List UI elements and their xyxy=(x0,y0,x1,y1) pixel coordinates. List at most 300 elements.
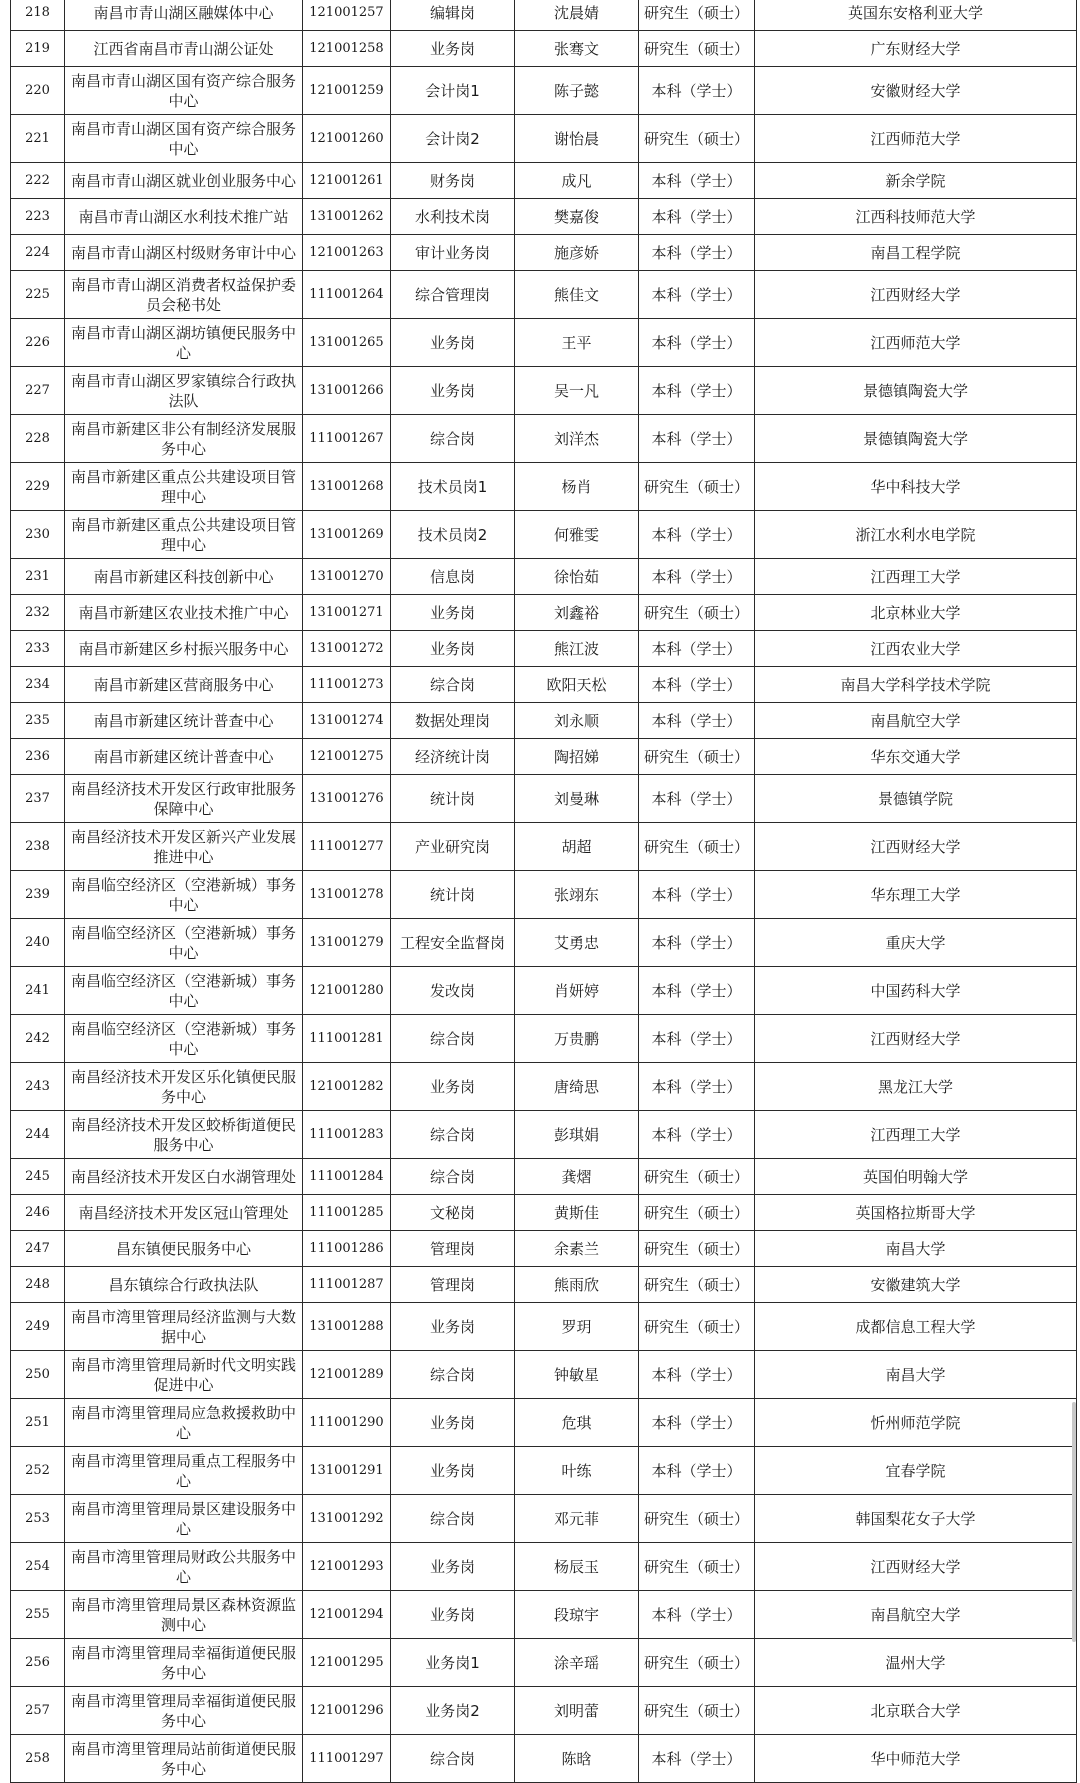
table-row xyxy=(11,1303,1077,1351)
person-name-cell: 钟敏星 xyxy=(515,1351,639,1399)
education-cell: 本科（学士） xyxy=(639,1735,755,1783)
school-name-cell: 华东交通大学 xyxy=(755,739,1077,775)
education-cell: 研究生（硕士） xyxy=(639,1687,755,1735)
row-number-cell: 253 xyxy=(11,1495,65,1543)
position-code-cell: 121001259 xyxy=(303,67,391,115)
table-row xyxy=(11,1063,1077,1111)
unit-name-cell: 南昌经济技术开发区行政审批服务保障中心 xyxy=(65,775,303,823)
education-cell: 本科（学士） xyxy=(639,775,755,823)
person-name-cell: 黄斯佳 xyxy=(515,1195,639,1231)
school-name-cell: 江西师范大学 xyxy=(755,319,1077,367)
row-number-cell: 254 xyxy=(11,1543,65,1591)
person-name-cell: 胡超 xyxy=(515,823,639,871)
school-name-cell: 南昌工程学院 xyxy=(755,235,1077,271)
unit-name-cell: 南昌市湾里管理局幸福街道便民服务中心 xyxy=(65,1687,303,1735)
position-code-cell: 111001281 xyxy=(303,1015,391,1063)
unit-name-cell: 南昌市青山湖区湖坊镇便民服务中心 xyxy=(65,319,303,367)
school-name-cell: 广东财经大学 xyxy=(755,31,1077,67)
unit-name-cell: 南昌市青山湖区国有资产综合服务中心 xyxy=(65,115,303,163)
table-row xyxy=(11,511,1077,559)
education-cell: 本科（学士） xyxy=(639,1591,755,1639)
row-number-cell: 250 xyxy=(11,1351,65,1399)
person-name-cell: 余素兰 xyxy=(515,1231,639,1267)
person-name-cell: 叶练 xyxy=(515,1447,639,1495)
table-row xyxy=(11,1495,1077,1543)
person-name-cell: 危琪 xyxy=(515,1399,639,1447)
person-name-cell: 樊嘉俊 xyxy=(515,199,639,235)
position-code-cell: 131001272 xyxy=(303,631,391,667)
position-code-cell: 111001286 xyxy=(303,1231,391,1267)
person-name-cell: 张骞文 xyxy=(515,31,639,67)
education-cell: 研究生（硕士） xyxy=(639,595,755,631)
post-name-cell: 业务岗 xyxy=(391,1591,515,1639)
person-name-cell: 王平 xyxy=(515,319,639,367)
school-name-cell: 黑龙江大学 xyxy=(755,1063,1077,1111)
post-name-cell: 会计岗2 xyxy=(391,115,515,163)
position-code-cell: 111001287 xyxy=(303,1267,391,1303)
school-name-cell: 南昌大学 xyxy=(755,1231,1077,1267)
position-code-cell: 131001276 xyxy=(303,775,391,823)
person-name-cell: 万贵鹏 xyxy=(515,1015,639,1063)
education-cell: 本科（学士） xyxy=(639,1351,755,1399)
scrollbar[interactable] xyxy=(1072,1402,1076,1642)
row-number-cell: 238 xyxy=(11,823,65,871)
post-name-cell: 统计岗 xyxy=(391,871,515,919)
post-name-cell: 工程安全监督岗 xyxy=(391,919,515,967)
table-row xyxy=(11,1591,1077,1639)
school-name-cell: 华东理工大学 xyxy=(755,871,1077,919)
table-row xyxy=(11,1639,1077,1687)
position-code-cell: 131001266 xyxy=(303,367,391,415)
school-name-cell: 江西财经大学 xyxy=(755,271,1077,319)
row-number-cell: 251 xyxy=(11,1399,65,1447)
unit-name-cell: 南昌市新建区统计普查中心 xyxy=(65,739,303,775)
education-cell: 研究生（硕士） xyxy=(639,1303,755,1351)
position-code-cell: 111001290 xyxy=(303,1399,391,1447)
position-code-cell: 111001273 xyxy=(303,667,391,703)
position-code-cell: 131001269 xyxy=(303,511,391,559)
row-number-cell: 220 xyxy=(11,67,65,115)
person-name-cell: 陈子懿 xyxy=(515,67,639,115)
post-name-cell: 财务岗 xyxy=(391,163,515,199)
education-cell: 本科（学士） xyxy=(639,1063,755,1111)
unit-name-cell: 南昌市湾里管理局站前街道便民服务中心 xyxy=(65,1735,303,1783)
school-name-cell: 英国东安格利亚大学 xyxy=(755,0,1077,31)
school-name-cell: 浙江水利水电学院 xyxy=(755,511,1077,559)
education-cell: 本科（学士） xyxy=(639,319,755,367)
position-code-cell: 131001268 xyxy=(303,463,391,511)
position-code-cell: 121001293 xyxy=(303,1543,391,1591)
education-cell: 本科（学士） xyxy=(639,367,755,415)
person-name-cell: 杨辰玉 xyxy=(515,1543,639,1591)
school-name-cell: 江西财经大学 xyxy=(755,823,1077,871)
position-code-cell: 121001260 xyxy=(303,115,391,163)
post-name-cell: 业务岗 xyxy=(391,1303,515,1351)
table-row xyxy=(11,199,1077,235)
unit-name-cell: 南昌市青山湖区村级财务审计中心 xyxy=(65,235,303,271)
school-name-cell: 南昌航空大学 xyxy=(755,703,1077,739)
unit-name-cell: 南昌市湾里管理局重点工程服务中心 xyxy=(65,1447,303,1495)
position-code-cell: 131001262 xyxy=(303,199,391,235)
person-name-cell: 沈晨婧 xyxy=(515,0,639,31)
education-cell: 研究生（硕士） xyxy=(639,115,755,163)
position-code-cell: 131001278 xyxy=(303,871,391,919)
education-cell: 本科（学士） xyxy=(639,1015,755,1063)
post-name-cell: 管理岗 xyxy=(391,1267,515,1303)
post-name-cell: 综合岗 xyxy=(391,1159,515,1195)
person-name-cell: 刘曼琳 xyxy=(515,775,639,823)
person-name-cell: 杨肖 xyxy=(515,463,639,511)
person-name-cell: 熊江波 xyxy=(515,631,639,667)
table-row xyxy=(11,559,1077,595)
education-cell: 本科（学士） xyxy=(639,1399,755,1447)
unit-name-cell: 南昌市青山湖区融媒体中心 xyxy=(65,0,303,31)
school-name-cell: 江西理工大学 xyxy=(755,559,1077,595)
person-name-cell: 陈晗 xyxy=(515,1735,639,1783)
education-cell: 研究生（硕士） xyxy=(639,1159,755,1195)
row-number-cell: 256 xyxy=(11,1639,65,1687)
row-number-cell: 243 xyxy=(11,1063,65,1111)
position-code-cell: 121001280 xyxy=(303,967,391,1015)
post-name-cell: 水利技术岗 xyxy=(391,199,515,235)
row-number-cell: 233 xyxy=(11,631,65,667)
education-cell: 本科（学士） xyxy=(639,703,755,739)
post-name-cell: 文秘岗 xyxy=(391,1195,515,1231)
table-row xyxy=(11,703,1077,739)
row-number-cell: 237 xyxy=(11,775,65,823)
school-name-cell: 南昌航空大学 xyxy=(755,1591,1077,1639)
school-name-cell: 景德镇陶瓷大学 xyxy=(755,367,1077,415)
person-name-cell: 彭琪娟 xyxy=(515,1111,639,1159)
table-row xyxy=(11,415,1077,463)
row-number-cell: 236 xyxy=(11,739,65,775)
education-cell: 本科（学士） xyxy=(639,667,755,703)
school-name-cell: 江西科技师范大学 xyxy=(755,199,1077,235)
table-row xyxy=(11,823,1077,871)
post-name-cell: 业务岗 xyxy=(391,1447,515,1495)
unit-name-cell: 南昌市新建区科技创新中心 xyxy=(65,559,303,595)
school-name-cell: 英国格拉斯哥大学 xyxy=(755,1195,1077,1231)
table-row xyxy=(11,31,1077,67)
post-name-cell: 会计岗1 xyxy=(391,67,515,115)
school-name-cell: 中国药科大学 xyxy=(755,967,1077,1015)
table-row xyxy=(11,1447,1077,1495)
school-name-cell: 江西财经大学 xyxy=(755,1015,1077,1063)
table-row xyxy=(11,367,1077,415)
position-code-cell: 121001295 xyxy=(303,1639,391,1687)
post-name-cell: 业务岗 xyxy=(391,1063,515,1111)
post-name-cell: 发改岗 xyxy=(391,967,515,1015)
unit-name-cell: 南昌市湾里管理局应急救援救助中心 xyxy=(65,1399,303,1447)
person-name-cell: 刘永顺 xyxy=(515,703,639,739)
position-code-cell: 121001275 xyxy=(303,739,391,775)
table-row xyxy=(11,271,1077,319)
row-number-cell: 231 xyxy=(11,559,65,595)
row-number-cell: 227 xyxy=(11,367,65,415)
education-cell: 本科（学士） xyxy=(639,919,755,967)
unit-name-cell: 南昌经济技术开发区新兴产业发展推进中心 xyxy=(65,823,303,871)
school-name-cell: 新余学院 xyxy=(755,163,1077,199)
table-row xyxy=(11,463,1077,511)
unit-name-cell: 南昌临空经济区（空港新城）事务中心 xyxy=(65,871,303,919)
education-cell: 研究生（硕士） xyxy=(639,463,755,511)
education-cell: 研究生（硕士） xyxy=(639,1231,755,1267)
position-code-cell: 121001257 xyxy=(303,0,391,31)
school-name-cell: 宜春学院 xyxy=(755,1447,1077,1495)
unit-name-cell: 南昌市新建区重点公共建设项目管理中心 xyxy=(65,511,303,559)
unit-name-cell: 南昌市青山湖区水利技术推广站 xyxy=(65,199,303,235)
education-cell: 本科（学士） xyxy=(639,163,755,199)
post-name-cell: 业务岗 xyxy=(391,631,515,667)
post-name-cell: 综合岗 xyxy=(391,1351,515,1399)
person-name-cell: 艾勇忠 xyxy=(515,919,639,967)
unit-name-cell: 南昌市湾里管理局新时代文明实践促进中心 xyxy=(65,1351,303,1399)
row-number-cell: 221 xyxy=(11,115,65,163)
education-cell: 研究生（硕士） xyxy=(639,1543,755,1591)
post-name-cell: 综合岗 xyxy=(391,1495,515,1543)
row-number-cell: 224 xyxy=(11,235,65,271)
person-name-cell: 熊雨欣 xyxy=(515,1267,639,1303)
table-row xyxy=(11,871,1077,919)
unit-name-cell: 南昌市青山湖区就业创业服务中心 xyxy=(65,163,303,199)
table-row xyxy=(11,1159,1077,1195)
person-name-cell: 段琼宇 xyxy=(515,1591,639,1639)
school-name-cell: 温州大学 xyxy=(755,1639,1077,1687)
education-cell: 研究生（硕士） xyxy=(639,1267,755,1303)
person-name-cell: 刘鑫裕 xyxy=(515,595,639,631)
education-cell: 本科（学士） xyxy=(639,967,755,1015)
school-name-cell: 江西师范大学 xyxy=(755,115,1077,163)
person-name-cell: 欧阳天松 xyxy=(515,667,639,703)
unit-name-cell: 南昌市青山湖区消费者权益保护委员会秘书处 xyxy=(65,271,303,319)
post-name-cell: 业务岗 xyxy=(391,31,515,67)
row-number-cell: 226 xyxy=(11,319,65,367)
row-number-cell: 235 xyxy=(11,703,65,739)
position-code-cell: 131001279 xyxy=(303,919,391,967)
person-name-cell: 肖妍婷 xyxy=(515,967,639,1015)
row-number-cell: 225 xyxy=(11,271,65,319)
person-name-cell: 邓元菲 xyxy=(515,1495,639,1543)
post-name-cell: 综合岗 xyxy=(391,1111,515,1159)
post-name-cell: 业务岗 xyxy=(391,1543,515,1591)
position-code-cell: 111001283 xyxy=(303,1111,391,1159)
row-number-cell: 219 xyxy=(11,31,65,67)
row-number-cell: 240 xyxy=(11,919,65,967)
education-cell: 研究生（硕士） xyxy=(639,0,755,31)
post-name-cell: 综合岗 xyxy=(391,1735,515,1783)
row-number-cell: 247 xyxy=(11,1231,65,1267)
person-name-cell: 刘洋杰 xyxy=(515,415,639,463)
post-name-cell: 业务岗1 xyxy=(391,1639,515,1687)
position-code-cell: 131001271 xyxy=(303,595,391,631)
school-name-cell: 北京联合大学 xyxy=(755,1687,1077,1735)
education-cell: 研究生（硕士） xyxy=(639,31,755,67)
position-code-cell: 131001265 xyxy=(303,319,391,367)
position-code-cell: 111001267 xyxy=(303,415,391,463)
school-name-cell: 景德镇学院 xyxy=(755,775,1077,823)
position-code-cell: 121001263 xyxy=(303,235,391,271)
table-body xyxy=(11,0,1077,1783)
school-name-cell: 江西农业大学 xyxy=(755,631,1077,667)
post-name-cell: 综合岗 xyxy=(391,1015,515,1063)
table-row xyxy=(11,235,1077,271)
post-name-cell: 业务岗 xyxy=(391,319,515,367)
education-cell: 本科（学士） xyxy=(639,871,755,919)
table-row xyxy=(11,1543,1077,1591)
person-name-cell: 成凡 xyxy=(515,163,639,199)
unit-name-cell: 南昌经济技术开发区乐化镇便民服务中心 xyxy=(65,1063,303,1111)
table-row xyxy=(11,1015,1077,1063)
table-row xyxy=(11,1687,1077,1735)
table-row xyxy=(11,775,1077,823)
position-code-cell: 111001277 xyxy=(303,823,391,871)
education-cell: 本科（学士） xyxy=(639,235,755,271)
row-number-cell: 228 xyxy=(11,415,65,463)
position-code-cell: 121001261 xyxy=(303,163,391,199)
unit-name-cell: 江西省南昌市青山湖公证处 xyxy=(65,31,303,67)
unit-name-cell: 南昌市新建区营商服务中心 xyxy=(65,667,303,703)
position-code-cell: 121001294 xyxy=(303,1591,391,1639)
person-name-cell: 徐怡茹 xyxy=(515,559,639,595)
post-name-cell: 编辑岗 xyxy=(391,0,515,31)
row-number-cell: 257 xyxy=(11,1687,65,1735)
row-number-cell: 241 xyxy=(11,967,65,1015)
position-code-cell: 131001270 xyxy=(303,559,391,595)
position-code-cell: 131001291 xyxy=(303,1447,391,1495)
row-number-cell: 229 xyxy=(11,463,65,511)
school-name-cell: 华中科技大学 xyxy=(755,463,1077,511)
unit-name-cell: 南昌市湾里管理局景区建设服务中心 xyxy=(65,1495,303,1543)
position-code-cell: 131001288 xyxy=(303,1303,391,1351)
education-cell: 研究生（硕士） xyxy=(639,1495,755,1543)
table-row xyxy=(11,919,1077,967)
post-name-cell: 综合岗 xyxy=(391,667,515,703)
row-number-cell: 242 xyxy=(11,1015,65,1063)
unit-name-cell: 南昌市湾里管理局景区森林资源监测中心 xyxy=(65,1591,303,1639)
table-row xyxy=(11,631,1077,667)
row-number-cell: 249 xyxy=(11,1303,65,1351)
unit-name-cell: 南昌市新建区农业技术推广中心 xyxy=(65,595,303,631)
row-number-cell: 230 xyxy=(11,511,65,559)
school-name-cell: 英国伯明翰大学 xyxy=(755,1159,1077,1195)
unit-name-cell: 南昌市湾里管理局经济监测与大数据中心 xyxy=(65,1303,303,1351)
row-number-cell: 222 xyxy=(11,163,65,199)
post-name-cell: 产业研究岗 xyxy=(391,823,515,871)
table-row xyxy=(11,1351,1077,1399)
position-code-cell: 121001282 xyxy=(303,1063,391,1111)
table-row xyxy=(11,1195,1077,1231)
education-cell: 本科（学士） xyxy=(639,199,755,235)
post-name-cell: 业务岗 xyxy=(391,595,515,631)
row-number-cell: 248 xyxy=(11,1267,65,1303)
school-name-cell: 江西财经大学 xyxy=(755,1543,1077,1591)
position-code-cell: 121001289 xyxy=(303,1351,391,1399)
row-number-cell: 245 xyxy=(11,1159,65,1195)
school-name-cell: 景德镇陶瓷大学 xyxy=(755,415,1077,463)
table-row xyxy=(11,739,1077,775)
person-name-cell: 谢怡晨 xyxy=(515,115,639,163)
post-name-cell: 技术员岗1 xyxy=(391,463,515,511)
person-name-cell: 吴一凡 xyxy=(515,367,639,415)
school-name-cell: 南昌大学科学技术学院 xyxy=(755,667,1077,703)
unit-name-cell: 南昌临空经济区（空港新城）事务中心 xyxy=(65,919,303,967)
row-number-cell: 234 xyxy=(11,667,65,703)
school-name-cell: 南昌大学 xyxy=(755,1351,1077,1399)
unit-name-cell: 南昌市青山湖区国有资产综合服务中心 xyxy=(65,67,303,115)
position-code-cell: 111001284 xyxy=(303,1159,391,1195)
post-name-cell: 经济统计岗 xyxy=(391,739,515,775)
row-number-cell: 258 xyxy=(11,1735,65,1783)
unit-name-cell: 南昌市新建区乡村振兴服务中心 xyxy=(65,631,303,667)
unit-name-cell: 南昌经济技术开发区蛟桥街道便民服务中心 xyxy=(65,1111,303,1159)
education-cell: 本科（学士） xyxy=(639,511,755,559)
unit-name-cell: 南昌市湾里管理局幸福街道便民服务中心 xyxy=(65,1639,303,1687)
position-code-cell: 121001296 xyxy=(303,1687,391,1735)
unit-name-cell: 南昌临空经济区（空港新城）事务中心 xyxy=(65,967,303,1015)
position-code-cell: 111001285 xyxy=(303,1195,391,1231)
school-name-cell: 成都信息工程大学 xyxy=(755,1303,1077,1351)
school-name-cell: 江西理工大学 xyxy=(755,1111,1077,1159)
person-name-cell: 罗玥 xyxy=(515,1303,639,1351)
education-cell: 研究生（硕士） xyxy=(639,1639,755,1687)
unit-name-cell: 南昌经济技术开发区白水湖管理处 xyxy=(65,1159,303,1195)
person-name-cell: 唐绮思 xyxy=(515,1063,639,1111)
person-name-cell: 熊佳文 xyxy=(515,271,639,319)
table-row xyxy=(11,595,1077,631)
row-number-cell: 232 xyxy=(11,595,65,631)
school-name-cell: 安徽财经大学 xyxy=(755,67,1077,115)
table-row xyxy=(11,1735,1077,1783)
position-code-cell: 131001292 xyxy=(303,1495,391,1543)
row-number-cell: 223 xyxy=(11,199,65,235)
post-name-cell: 数据处理岗 xyxy=(391,703,515,739)
post-name-cell: 业务岗 xyxy=(391,367,515,415)
person-name-cell: 刘明蕾 xyxy=(515,1687,639,1735)
table-row xyxy=(11,1231,1077,1267)
position-code-cell: 111001264 xyxy=(303,271,391,319)
position-code-cell: 131001274 xyxy=(303,703,391,739)
table-row xyxy=(11,319,1077,367)
school-name-cell: 华中师范大学 xyxy=(755,1735,1077,1783)
education-cell: 本科（学士） xyxy=(639,415,755,463)
unit-name-cell: 南昌市新建区非公有制经济发展服务中心 xyxy=(65,415,303,463)
unit-name-cell: 南昌经济技术开发区冠山管理处 xyxy=(65,1195,303,1231)
person-name-cell: 龚熠 xyxy=(515,1159,639,1195)
row-number-cell: 244 xyxy=(11,1111,65,1159)
applicant-table xyxy=(10,0,1077,1783)
position-code-cell: 121001258 xyxy=(303,31,391,67)
person-name-cell: 施彦娇 xyxy=(515,235,639,271)
school-name-cell: 北京林业大学 xyxy=(755,595,1077,631)
post-name-cell: 信息岗 xyxy=(391,559,515,595)
unit-name-cell: 南昌市青山湖区罗家镇综合行政执法队 xyxy=(65,367,303,415)
row-number-cell: 246 xyxy=(11,1195,65,1231)
school-name-cell: 安徽建筑大学 xyxy=(755,1267,1077,1303)
education-cell: 本科（学士） xyxy=(639,271,755,319)
education-cell: 本科（学士） xyxy=(639,631,755,667)
person-name-cell: 何雅雯 xyxy=(515,511,639,559)
unit-name-cell: 南昌市湾里管理局财政公共服务中心 xyxy=(65,1543,303,1591)
school-name-cell: 韩国梨花女子大学 xyxy=(755,1495,1077,1543)
post-name-cell: 审计业务岗 xyxy=(391,235,515,271)
table-row xyxy=(11,667,1077,703)
post-name-cell: 综合管理岗 xyxy=(391,271,515,319)
table-row xyxy=(11,0,1077,31)
table-row xyxy=(11,1399,1077,1447)
unit-name-cell: 昌东镇便民服务中心 xyxy=(65,1231,303,1267)
table-row xyxy=(11,163,1077,199)
education-cell: 研究生（硕士） xyxy=(639,1195,755,1231)
